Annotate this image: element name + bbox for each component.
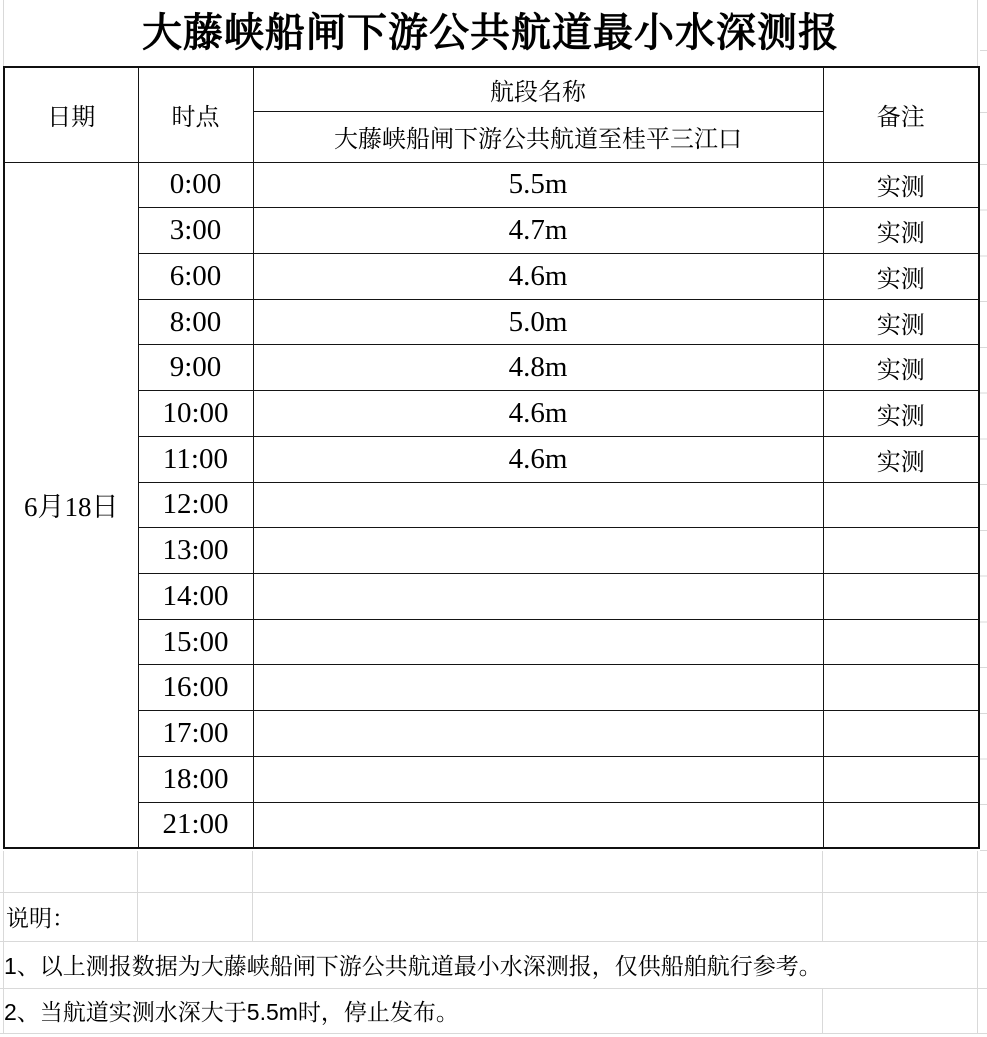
gridline xyxy=(980,112,987,113)
page-title: 大藤峡船闸下游公共航道最小水深测报 xyxy=(142,11,839,55)
table-row xyxy=(4,802,979,848)
header-section[interactable]: 航段名称 xyxy=(253,67,823,111)
table-row xyxy=(4,528,979,574)
table-row xyxy=(4,482,979,528)
depth-cell[interactable]: 4.8m xyxy=(253,345,823,391)
depth-cell[interactable] xyxy=(253,482,823,528)
date-cell[interactable]: 6月18日 xyxy=(4,162,138,848)
remark-cell[interactable] xyxy=(823,573,979,619)
gridline xyxy=(0,941,987,942)
depth-cell[interactable] xyxy=(253,619,823,665)
table-row xyxy=(4,756,979,802)
time-cell[interactable]: 0:00 xyxy=(138,162,253,208)
gridline xyxy=(0,1033,987,1034)
gridline xyxy=(3,851,4,1033)
table-row xyxy=(4,665,979,711)
remark-cell[interactable]: 实测 xyxy=(823,253,979,299)
gridline xyxy=(137,851,138,941)
table-row xyxy=(4,391,979,437)
gridline xyxy=(0,988,987,989)
table-row xyxy=(4,573,979,619)
header-section-subheader[interactable]: 大藤峡船闸下游公共航道至桂平三江口 xyxy=(253,111,823,162)
table-row xyxy=(4,345,979,391)
note-2-cell[interactable]: 2、当航道实测水深大于5.5m时，停止发布。 xyxy=(4,999,459,1025)
depth-cell[interactable] xyxy=(253,573,823,619)
time-cell[interactable]: 13:00 xyxy=(138,528,253,574)
table-row xyxy=(4,299,979,345)
depth-cell[interactable]: 4.6m xyxy=(253,391,823,437)
table-row xyxy=(4,436,979,482)
gridline xyxy=(252,851,253,941)
gridline xyxy=(822,851,823,941)
remark-cell[interactable]: 实测 xyxy=(823,299,979,345)
time-cell[interactable]: 9:00 xyxy=(138,345,253,391)
remark-cell[interactable]: 实测 xyxy=(823,391,979,437)
table-row xyxy=(4,253,979,299)
depth-cell[interactable] xyxy=(253,802,823,848)
depth-cell[interactable] xyxy=(253,528,823,574)
time-cell[interactable]: 21:00 xyxy=(138,802,253,848)
remark-cell[interactable] xyxy=(823,619,979,665)
table-row xyxy=(4,162,979,208)
remark-cell[interactable] xyxy=(823,528,979,574)
time-cell[interactable]: 17:00 xyxy=(138,711,253,757)
time-cell[interactable]: 6:00 xyxy=(138,253,253,299)
remark-cell[interactable]: 实测 xyxy=(823,436,979,482)
header-date[interactable]: 日期 xyxy=(4,67,138,162)
header-row-1 xyxy=(4,67,979,111)
gridline-right-strip xyxy=(980,164,987,851)
time-cell[interactable]: 3:00 xyxy=(138,208,253,254)
gridline xyxy=(822,988,823,1033)
table-row xyxy=(4,711,979,757)
time-cell[interactable]: 10:00 xyxy=(138,391,253,437)
time-cell[interactable]: 11:00 xyxy=(138,436,253,482)
time-cell[interactable]: 14:00 xyxy=(138,573,253,619)
remark-cell[interactable] xyxy=(823,482,979,528)
time-cell[interactable]: 12:00 xyxy=(138,482,253,528)
time-cell[interactable]: 18:00 xyxy=(138,756,253,802)
header-remark[interactable]: 备注 xyxy=(823,67,979,162)
remark-cell[interactable]: 实测 xyxy=(823,162,979,208)
depth-cell[interactable]: 4.6m xyxy=(253,436,823,482)
remark-cell[interactable] xyxy=(823,711,979,757)
depth-cell[interactable]: 4.7m xyxy=(253,208,823,254)
remark-cell[interactable] xyxy=(823,665,979,711)
gridline xyxy=(977,0,978,66)
gridline xyxy=(0,892,987,893)
remark-cell[interactable] xyxy=(823,802,979,848)
depth-cell[interactable] xyxy=(253,756,823,802)
table-row xyxy=(4,619,979,665)
note-1-cell[interactable]: 1、以上测报数据为大藤峡船闸下游公共航道最小水深测报，仅供船舶航行参考。 xyxy=(4,953,822,979)
notes-heading-cell[interactable]: 说明： xyxy=(6,905,75,931)
depth-cell[interactable] xyxy=(253,711,823,757)
remark-cell[interactable] xyxy=(823,756,979,802)
depth-cell[interactable]: 4.6m xyxy=(253,253,823,299)
header-time[interactable]: 时点 xyxy=(138,67,253,162)
remark-cell[interactable]: 实测 xyxy=(823,345,979,391)
remark-cell[interactable]: 实测 xyxy=(823,208,979,254)
time-cell[interactable]: 8:00 xyxy=(138,299,253,345)
table-row xyxy=(4,208,979,254)
depth-table-body xyxy=(4,162,979,848)
depth-cell[interactable]: 5.5m xyxy=(253,162,823,208)
depth-report-table xyxy=(3,66,980,849)
time-cell[interactable]: 16:00 xyxy=(138,665,253,711)
depth-cell[interactable] xyxy=(253,665,823,711)
depth-cell[interactable]: 5.0m xyxy=(253,299,823,345)
time-cell[interactable]: 15:00 xyxy=(138,619,253,665)
gridline xyxy=(977,851,978,1033)
gridline xyxy=(980,50,987,51)
gridline xyxy=(3,0,4,66)
